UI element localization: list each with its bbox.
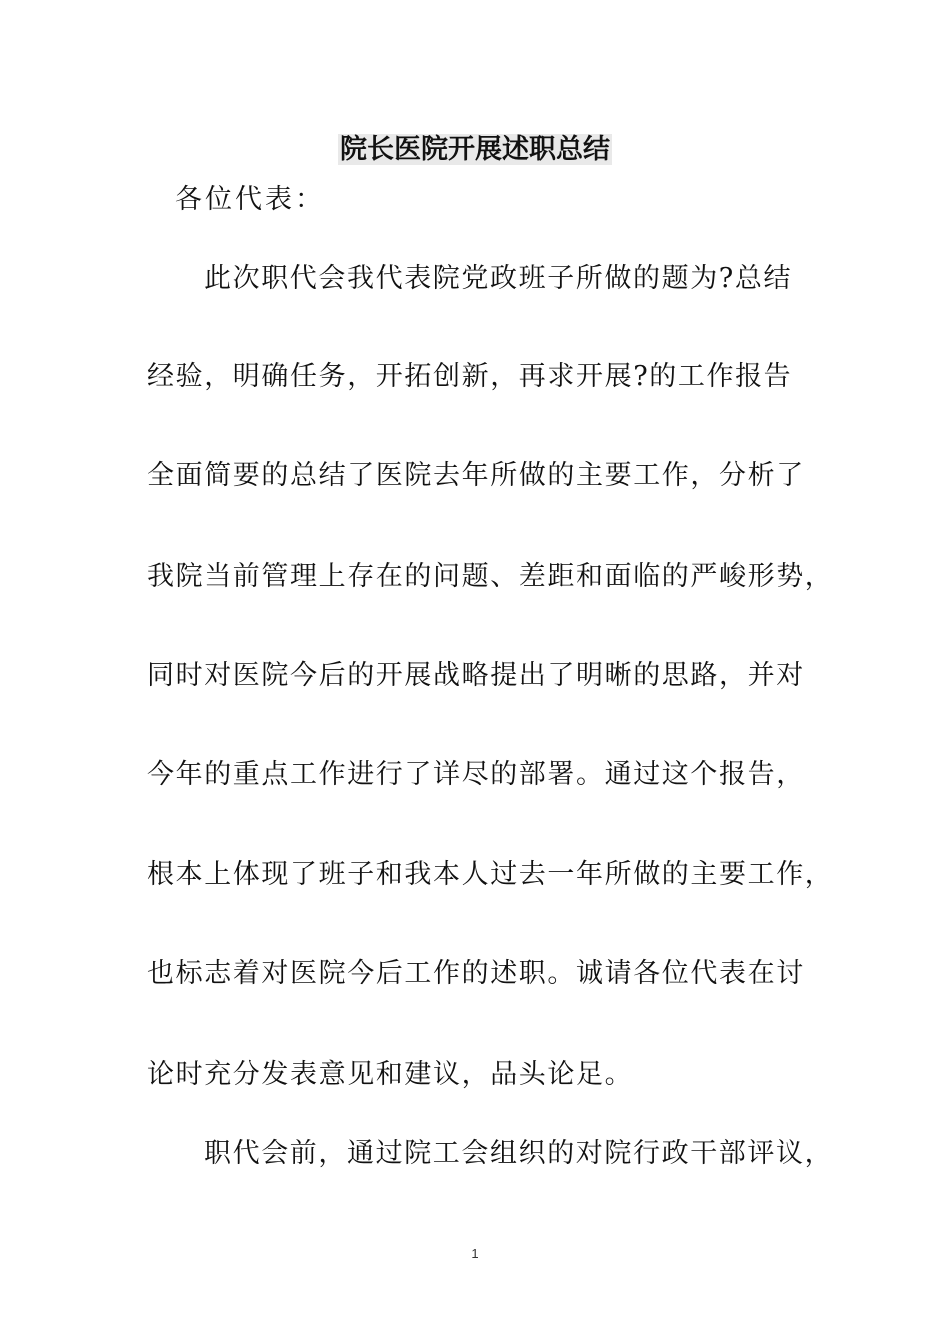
paragraph-line: 根本上体现了班子和我本人过去一年所做的主要工作， [147, 859, 834, 890]
document-title [0, 130, 950, 170]
paragraph-line: 职代会前，通过院工会组织的对院行政干部评议， [204, 1138, 834, 1169]
document-title-text: 院长医院开展述职总结 [340, 134, 610, 165]
paragraph-line: 经验，明确任务，开拓创新，再求开展?的工作报告 [147, 361, 793, 392]
salutation: 各位代表： [175, 184, 325, 215]
paragraph-line: 我院当前管理上存在的问题、差距和面临的严峻形势， [147, 561, 834, 592]
paragraph-line: 同时对医院今后的开展战略提出了明晰的思路，并对 [147, 660, 805, 691]
paragraph-line: 此次职代会我代表院党政班子所做的题为?总结 [204, 263, 793, 294]
paragraph-line: 也标志着对医院今后工作的述职。诚请各位代表在讨 [147, 958, 805, 989]
page-number: 1 [471, 1246, 479, 1261]
paragraph-line: 全面简要的总结了医院去年所做的主要工作，分析了 [147, 460, 805, 491]
paragraph-line: 论时充分发表意见和建议，品头论足。 [147, 1059, 634, 1090]
paragraph-line: 今年的重点工作进行了详尽的部署。通过这个报告， [147, 759, 805, 790]
